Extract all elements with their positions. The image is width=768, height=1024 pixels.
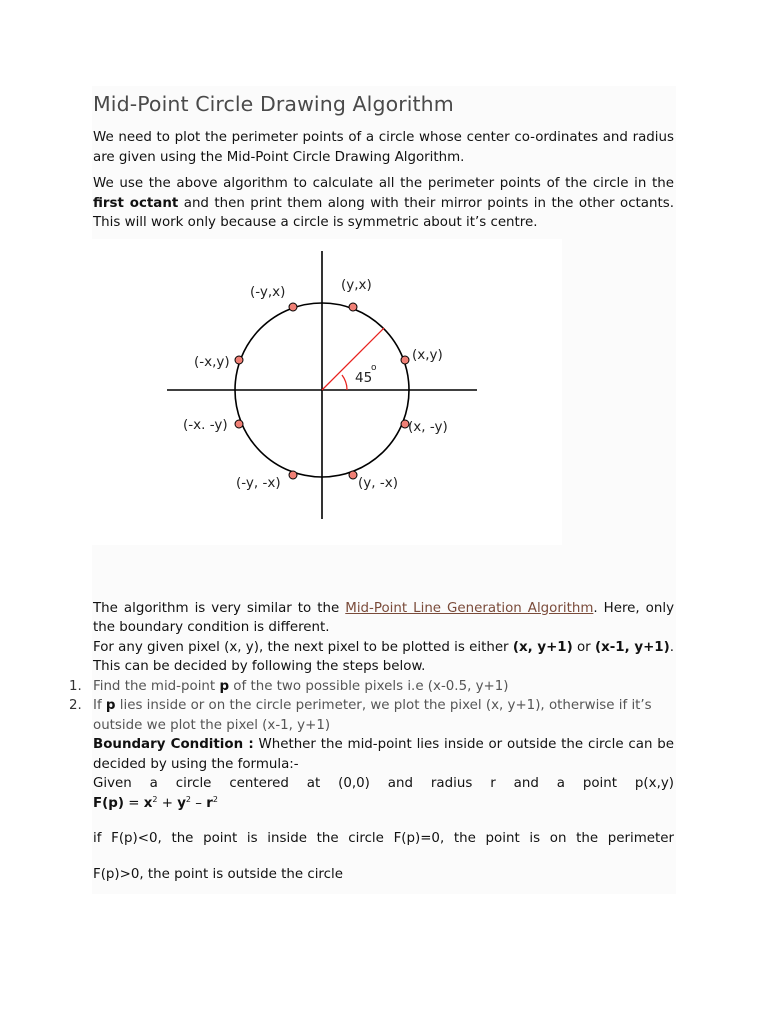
circle-figure xyxy=(92,239,674,599)
spacer xyxy=(93,813,674,829)
point-neg-x-y xyxy=(235,356,243,364)
boundary-condition: Boundary Condition : Whether the mid-point lies inside or outside the circle can be decided by using the formula:- xyxy=(93,737,674,772)
intro-paragraph-2: We use the above algorithm to calculate all the perimeter points of the circle in the first octant and then print them along with their mirror points in the other octants. This will work only because a circle is symmetric about it’s centre. xyxy=(93,176,674,230)
point-x-y xyxy=(401,356,409,364)
label-neg-y-x: (-y,x) xyxy=(250,283,286,300)
formula: $F(p) = x^2 + y^2 - r^2$ xyxy=(93,794,218,811)
radius-line xyxy=(322,328,384,390)
page-title: Mid-Point Circle Drawing Algorithm xyxy=(93,92,454,116)
spacer xyxy=(93,849,674,865)
list-item: 2. If p lies inside or on the circle perimeter, we plot the pixel (x, y+1), otherwise if it’s outside we plot the pixel (x-1, y+1) xyxy=(69,698,652,733)
degree-symbol: o xyxy=(371,362,377,373)
list-item: 1. Find the mid-point p of the two possible pixels i.e (x-0.5, y+1) xyxy=(69,678,509,694)
article xyxy=(69,90,675,884)
angle-arc xyxy=(342,375,347,390)
intro-paragraph-1: We need to plot the perimeter points of a circle whose center co-ordinates and radius are given using the Mid-Point Circle Drawing Algorithm. xyxy=(93,130,674,165)
label-neg-y-neg-x: (-y, -x) xyxy=(236,474,281,491)
paragraph-next-pixel: For any given pixel (x, y), the next pixel to be plotted is either (x, y+1) or (x-1, y+1). This can be decided by following the steps below. xyxy=(93,639,674,674)
label-x-y: (x,y) xyxy=(412,346,443,363)
point-neg-x-neg-y xyxy=(235,420,243,428)
paragraph-similar: The algorithm is very similar to the Mid-Point Line Generation Algorithm. Here, only the boundary condition is different. xyxy=(93,600,675,635)
line-algorithm-link[interactable]: Mid-Point Line Generation Algorithm xyxy=(345,600,594,616)
label-neg-x-neg-y: (-x. -y) xyxy=(183,416,228,433)
condition-inside-perimeter: if F(p)<0, the point is inside the circle F(p)=0, the point is on the perimeter xyxy=(93,831,674,846)
point-neg-y-neg-x xyxy=(289,471,297,479)
given-statement: Given a circle centered at (0,0) and radius r and a point p(x,y) xyxy=(93,776,674,791)
label-x-neg-y: (x, -y) xyxy=(408,418,448,435)
octant-diagram xyxy=(92,239,562,545)
label-y-neg-x: (y, -x) xyxy=(358,474,398,491)
label-neg-x-y: (-x,y) xyxy=(194,353,230,370)
label-y-x: (y,x) xyxy=(341,276,372,293)
condition-outside: F(p)>0, the point is outside the circle xyxy=(93,866,343,882)
point-y-neg-x xyxy=(349,471,357,479)
point-y-x xyxy=(349,303,357,311)
angle-label: 45 xyxy=(355,369,373,386)
point-neg-y-x xyxy=(289,303,297,311)
steps-list xyxy=(69,677,674,736)
